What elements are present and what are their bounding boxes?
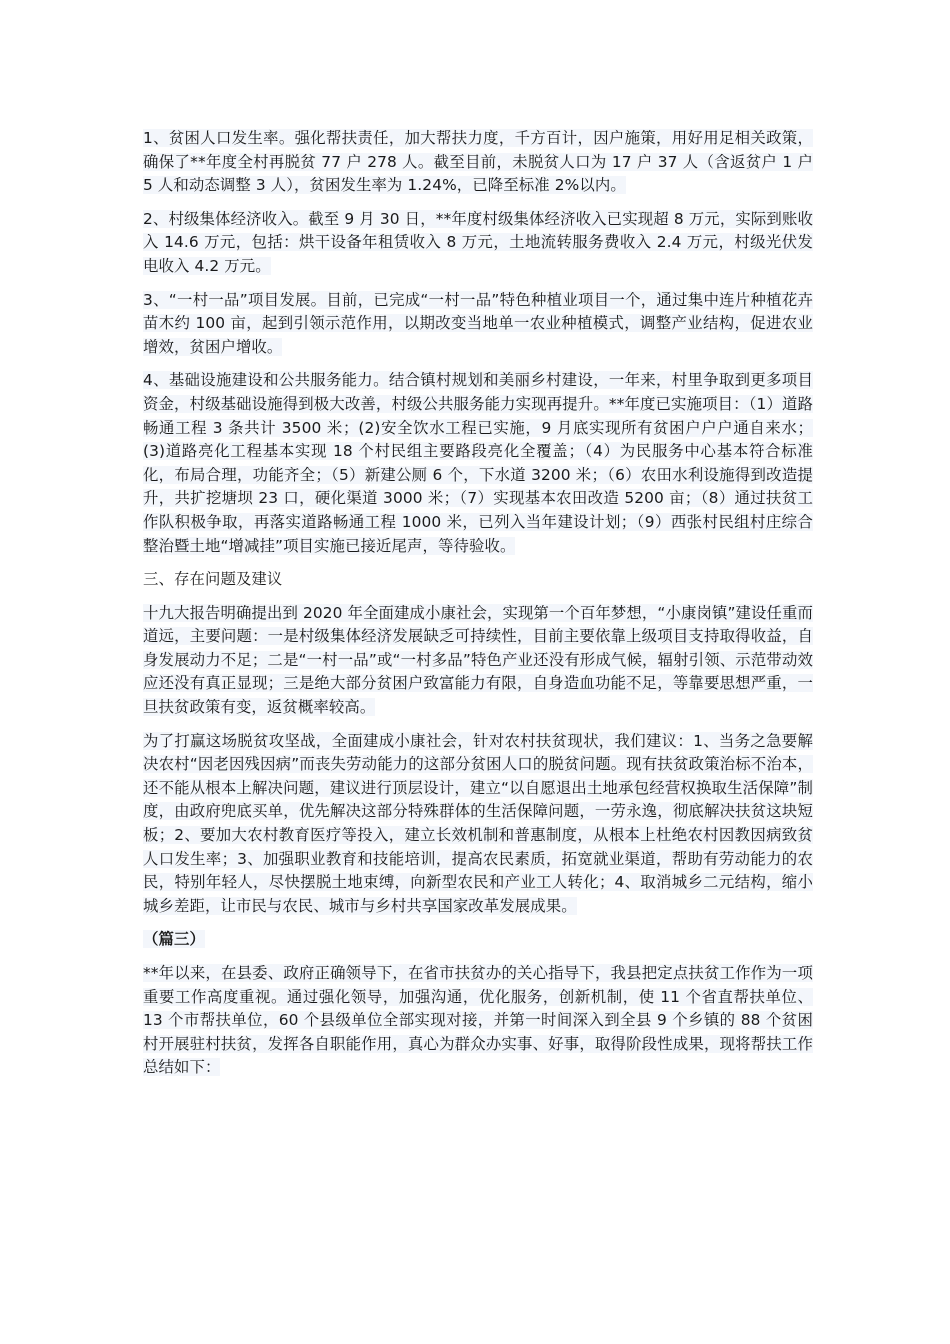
section-heading-problems [143,568,813,592]
paragraph-one-village-one-product [143,289,813,360]
paragraph-suggestions [143,730,813,919]
paragraph-text: 4、基础设施建设和公共服务能力。结合镇村规划和美丽乡村建设，一年来，村里争取到更多项目资金，村级基础设施得到极大改善，村级公共服务能力实现再提升。**年度已实施项目：（1）道路畅通工程 3 条共计 3500 米；(2)安全饮水工程已实施，9 月底实现所有贫困户户户通自来水；(3)道路亮化工程基本实现 18 个村民组主要路段亮化全覆盖；（4）为民服务中心基本符合标准化，布局合理，功能齐全；（5）新建公厕 6 个，下水道 3200 米；（6）农田水利设施得到改造提升，共扩挖塘坝 23 口，硬化渠道 3000 米；（7）实现基本农田改造 5200 亩；（8）通过扶贫工作队积极争取，再落实道路畅通工程 1000 米，已列入当年建设计划；（9）西张村民组村庄综合整治暨土地“增减挂”项目实施已接近尾声，等待验收。 [143,371,813,555]
paragraph-text: **年以来，在县委、政府正确领导下，在省市扶贫办的关心指导下，我县把定点扶贫工作作为一项重要工作高度重视。通过强化领导，加强沟通，优化服务，创新机制，使 11 个省直帮扶单位、 13 个市帮扶单位，60 个县级单位全部实现对接，并第一时间深入到全县 9 个乡镇的 88 个贫困村开展驻村扶贫，发挥各自职能作用，真心为群众办实事、好事，取得阶段性成果，现将帮扶工作总结如下： [143,964,813,1077]
paragraph-infrastructure [143,369,813,558]
heading-text: 三、存在问题及建议 [143,570,283,589]
paragraph-text: 为了打赢这场脱贫攻坚战，全面建成小康社会，针对农村扶贫现状，我们建议：1、当务之急要解决农村“因老因残因病”而丧失劳动能力的这部分贫困人口的脱贫问题。现有扶贫政策治标不治本，还不能从根本上解决问题，建议进行顶层设计，建立“以自愿退出土地承包经营权换取生活保障”制度，由政府兜底买单，优先解决这部分特殊群体的生活保障问题，一劳永逸，彻底解决扶贫这块短板；2、要加大农村教育医疗等投入，建立长效机制和普惠制度，从根本上杜绝农村因教因病致贫人口发生率；3、加强职业教育和技能培训，提高农民素质，拓宽就业渠道，帮助有劳动能力的农民，特别年轻人，尽快摆脱土地束缚，向新型农民和产业工人转化；4、取消城乡二元结构，缩小城乡差距，让市民与农民、城市与乡村共享国家改革发展成果。 [143,731,813,915]
paragraph-main-problems [143,602,813,720]
heading-text: （篇三） [143,930,205,949]
paragraph-text: 十九大报告明确提出到 2020 年全面建成小康社会，实现第一个百年梦想，“小康岗镇”建设任重而道远，主要问题：一是村级集体经济发展缺乏可持续性，目前主要依靠上级项目支持取得收益，自身发展动力不足；二是“一村一品”或“一村多品”特色产业还没有形成气候，辐射引领、示范带动效应还没有真正显现；三是绝大部分贫困户致富能力有限，自身造血功能不足，等靠要思想严重，一旦扶贫政策有变，返贫概率较高。 [143,603,813,717]
paragraph-county-summary [143,962,813,1080]
paragraph-text: 3、“一村一品”项目发展。目前，已完成“一村一品”特色种植业项目一个，通过集中连片种植花卉苗木约 100 亩，起到引领示范作用，以期改变当地单一农业种植模式，调整产业结构，促进农业增效，贫困户增收。 [143,290,813,356]
paragraph-text: 2、村级集体经济收入。截至 9 月 30 日，**年度村级集体经济收入已实现超 8 万元，实际到账收入 14.6 万元，包括：烘干设备年租赁收入 8 万元，土地流转服务费收入 2.4 万元，村级光伏发电收入 4.2 万元。 [143,209,813,275]
paragraph-poverty-rate [143,127,813,198]
section-heading-part-three [143,928,813,952]
document-page [143,127,813,1090]
paragraph-text: 1、贫困人口发生率。强化帮扶责任，加大帮扶力度，千方百计，因户施策，用好用足相关政策，确保了**年度全村再脱贫 77 户 278 人。截至目前，未脱贫人口为 17 户 37 人（含返贫户 1 户 5 人和动态调整 3 人），贫困发生率为 1.24%，已降至标准 2%以内。 [143,129,813,195]
paragraph-collective-income [143,208,813,279]
